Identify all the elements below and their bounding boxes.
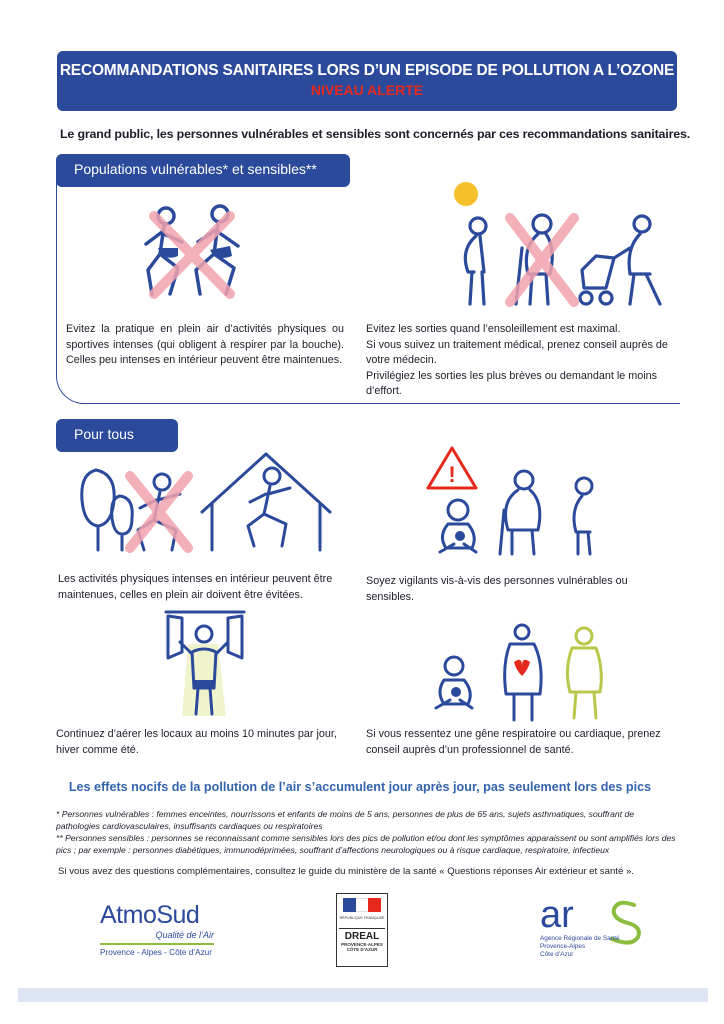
dreal-sub1: PROVENCE-ALPES <box>341 942 383 947</box>
open-window-icon <box>160 608 250 718</box>
header-banner <box>57 51 677 111</box>
advice-line: Evitez les sorties quand l’ensoleillement est maximal. <box>366 323 621 335</box>
note-text: femmes enceintes, nourrissons et enfants de moins de 5 ans, personnes de plus de 65 ans, sujets asthmatiques, souffrant de pathologies cardiovasculaires, insuffisants cardiaques ou respiratoires <box>56 809 635 831</box>
ars-line: Côte d’Azur <box>540 951 574 958</box>
dreal-sub2: CÔTE D’AZUR <box>346 947 378 952</box>
heart-icon <box>514 660 530 676</box>
svg-text:!: ! <box>448 462 456 487</box>
ars-text <box>540 935 620 959</box>
advice-line: Si vous suivez un traitement médical, prenez conseil auprès de votre médecin. <box>366 338 668 366</box>
outdoor-indoor-activity-icon <box>76 446 356 556</box>
vulnerable-people-icon <box>446 178 676 308</box>
ars-line: Provence-Alpes <box>540 943 586 950</box>
atmosud-name: AtmoSud <box>100 901 200 929</box>
ars-logo-mark <box>538 895 648 939</box>
french-flag-icon <box>343 898 381 912</box>
section1-title: Populations vulnérables* et sensibles** <box>56 154 350 187</box>
atmosud-region: Provence - Alpes - Côte d’Azur <box>100 948 212 957</box>
ars-logo <box>538 895 648 961</box>
item3-text: Continuez d’aérer les locaux au moins 10 minutes par jour, hiver comme été. <box>56 728 337 756</box>
atmosud-logo <box>100 902 230 957</box>
item4-text: Si vous ressentez une gêne respiratoire ou cardiaque, prenez conseil auprès d’un professionnel de santé. <box>366 728 661 756</box>
section1-right-text <box>366 322 676 400</box>
tagline: Les effets nocifs de la pollution de l’air s’accumulent jour après jour, pas seulement lors des pics <box>68 780 652 794</box>
item1-text: Les activités physiques intenses en intérieur peuvent être maintenues, celles en plein air doivent être évitées. <box>58 573 333 601</box>
note-sensitive <box>56 832 676 856</box>
footer-guide-text: Si vous avez des questions complémentaires, consultez le guide du ministère de la santé « Questions réponses Air extérieur et santé ». <box>58 866 634 877</box>
ars-line: Agence Régionale de Santé <box>540 935 620 942</box>
vulnerable-group-warning-icon <box>420 440 620 560</box>
dreal-divider <box>339 928 385 929</box>
note-label: ** Personnes sensibles : <box>56 833 150 843</box>
health-discomfort-icon <box>424 614 614 724</box>
atmosud-divider <box>100 943 214 945</box>
section1-left-text: Evitez la pratique en plein air d’activités physiques ou sportives intenses (qui obligent à respirer par la bouche). Celles peu intenses en intérieur peuvent être maintenues. <box>66 323 344 366</box>
dreal-name: DREAL <box>344 931 380 942</box>
advice-line: Privilégiez les sorties les plus brèves ou demandant le moins d’effort. <box>366 369 658 397</box>
intro-text: Le grand public, les personnes vulnérables et sensibles sont concernés par ces recommandations sanitaires. <box>60 127 691 141</box>
sun-icon <box>454 182 478 206</box>
svg-text:ar: ar <box>540 894 574 936</box>
alert-level: NIVEAU ALERTE <box>310 82 424 98</box>
rf-text: RÉPUBLIQUE FRANÇAISE <box>339 916 385 920</box>
atmosud-tagline: Qualité de l’Air <box>155 930 214 940</box>
note-text: personnes se reconnaissant comme sensibles lors des pics de pollution et/ou dont les symptômes apparaissent ou sont amplifiés lors des pics ; par exemple : personnes diabétiques, immunodéprimées, souffrant d’affections neurologiques ou à risque cardiaque, respiratoire, infectieux <box>56 833 676 855</box>
bottom-bar <box>18 988 708 1002</box>
section2-title: Pour tous <box>56 419 178 452</box>
page-title: RECOMMANDATIONS SANITAIRES LORS D’UN EPISODE DE POLLUTION A L’OZONE <box>59 62 675 79</box>
dreal-logo <box>336 893 388 967</box>
runners-crossed-icon <box>134 198 254 306</box>
note-label: * Personnes vulnérables : <box>56 809 154 819</box>
item2-text: Soyez vigilants vis-à-vis des personnes vulnérables ou sensibles. <box>366 575 628 603</box>
note-vulnerable <box>56 808 676 832</box>
